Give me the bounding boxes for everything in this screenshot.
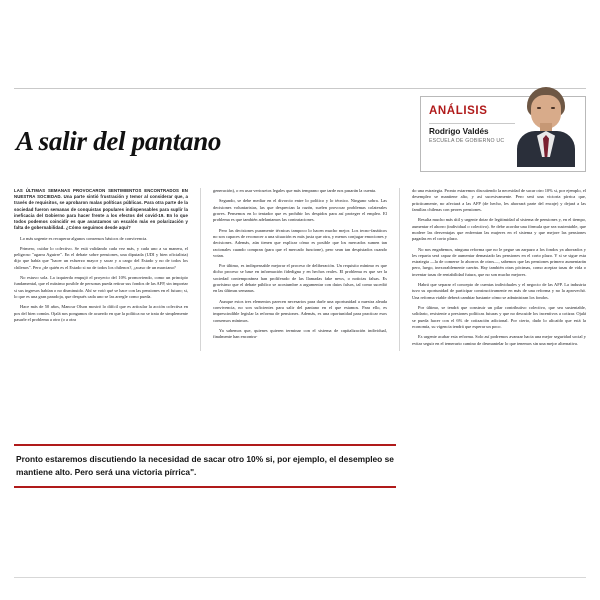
article-columns xyxy=(14,188,586,351)
column-3 xyxy=(412,188,586,351)
analysis-divider xyxy=(429,123,515,124)
paragraph: generación), o en usar vericuetos legales que más temprano que tarde nos pasarán la cuenta. xyxy=(213,188,377,193)
paragraph: No estuvo sola. La izquierda empujó el proyecto del 10% promoviendo, como un principio fundamental, que el máximo posible de personas pueda retirar sus fondos de las AFP, sin importar si sus ingresos habían o no disminuido. Ahí se votó qué se hace con las pensiones en el futuro; si, lo que es una gran paradoja, que después cada uno se las arregle como pueda. xyxy=(14,275,188,300)
pull-quote: Pronto estaremos discutiendo la necesidad de sacar otro 10% si, por ejemplo, el desempleo se mantiene alto. Pero será una victoria pírrica". xyxy=(14,444,396,488)
top-divider xyxy=(14,88,586,89)
portrait-eye-right xyxy=(551,107,555,109)
paragraph: Primero, cuidar lo colectivo. Se está validando cada vez más, y cada uno a su manera, el peligroso "agarra Aguirre". En el debate sobre pensiones, una diputada (UDI y bien oficialista) dijo que había que "hacer un esfuerzo mayor y sacar y a cargo del Estado y no de todos los chilenos". Pero ¿de quién es el Estado si no de todos los chilenos?, ¿acaso de un marciano? xyxy=(14,245,188,270)
paragraph: Lo más urgente es recuperar algunos consensos básicos de convivencia. xyxy=(20,235,148,241)
column-divider xyxy=(399,188,400,351)
author-affiliation: ESCUELA DE GOBIERNO UC xyxy=(429,138,505,144)
column-2 xyxy=(213,188,387,351)
column-1 xyxy=(14,188,188,351)
paragraph: Hace más de 50 años, Mancur Olson mostró lo difícil que es articular la acción colectiva en pos del bien común. Ojalá nos pongamos de acuerdo en que la política no se trata de simplemente pasarle el problema a otro (o a otra xyxy=(14,304,188,322)
page-title: A salir del pantano xyxy=(16,126,222,157)
column-divider xyxy=(200,188,201,351)
paragraph: No nos engañemos, ninguna reforma que no le pegue un zarpazo a los fondos ya ahorrados y les reparta será capaz de aumentar demasiado las pensiones en el corto plazo. Y si se sigue esta estrategia —la de comerse lo ahorros de otros—, sabemos que las pensiones primero aumentarán pero, luego, inexorablemente caerán. Hay también otras pócimas, como aceptar tasas de vida o inventar tasas de rentabilidad futura, que no son mucho mejores. xyxy=(412,246,586,277)
paragraph: do una estrategia. Pronto estaremos discutiendo la necesidad de sacar otro 10% si, por ejemplo, el desempleo se mantiene alto, y así sucesivamente. Pero será una victoria pírrica que, prácticamente, no afectará a las AFP (de hecho, les ahorrará parte del encaje) y dejará a las familias chilenas con peores pensiones. xyxy=(412,188,586,212)
paragraph: Aunque estos tres elementos parecen necesarios para darle una oportunidad a nuestra aleada convivencia, no son suficientes para salir del pantano en el que estamos. Para ello, es imprescindible legislar la reforma de pensiones. Además, es una oportunidad para practicar esos consensos mínimos. xyxy=(213,298,387,323)
paragraph: Habrá que separar el concepto de cuentas individuales y el negocio de las AFP. La industria tuvo su oportunidad de participar constructivamente en más de una reforma y no la aprovechó. Una reforma viable deberá cambiar bastante cómo se administran los fondos. xyxy=(412,282,586,300)
paragraph: Pero las decisiones puramente técnicas tampoco lo hacen mucho mejor. Los tecno-fanáticos no son capaces de reconocer a una situación es más justa que otra, y menos conjugar emociones y decisiones. Además, aún tienen que explicar cómo es posible que los mercados sumen tan racionales cuando compran (para que el mercado funcione), pero sean tan despistados cuando votan. xyxy=(213,227,387,258)
paragraph: Por último, se tendrá que construir un pilar contributivo colectivo, que sea sustentable, solidario, resistente a presiones políticas futuras y que no descuide los incentivos a cotizar. Ojalá se pueda hacer con el 6% de cotización adicional. Por cierto, dado lo alicaído que está la economía, su vigencia tendrá que esperar un poco. xyxy=(412,305,586,329)
portrait-eye-left xyxy=(537,107,541,109)
lede-paragraph: LAS ÚLTIMAS SEMANAS PROVOCARON SENTIMIENTOS ENCONTRADOS EN NUESTRA SOCIEDAD. Una parte sintió frustración y temor al considerar que, a través de requisitos, se aprobaron malas políticas públicas. Para otra parte de la sociedad fueron semanas de conquistas populares indispensables para suplir la ineficacia del Gobierno para hacer frente a los efectos del covid-19. En lo que todos podemos coincidir es que avanzamos un escalón más en polarización y falta de gobernabilidad. ¿Cómo seguimos desde aquí? xyxy=(14,188,188,231)
paragraph: Por último, es indispensable mejorar el proceso de deliberación. Un requisito mínimo es que dicho proceso se base en información fidedigna y en hechos reales. El problema es que ser la sociedad contemporánea han proliferado de las llamadas fake news, o noticias falsas. Es gravísimo que el debate público se acostumbre a argumentar con datos falsos, tal como sucedió en las últimas semanas. xyxy=(213,263,387,294)
paragraph: Es urgente acabar esta reforma. Solo así podremos avanzar hacia una mejor seguridad social y evitar seguir en el temerario camino de desmantelar lo que tenemos sin una mejor alternativa. xyxy=(412,334,586,346)
analysis-byline-box xyxy=(420,96,586,172)
analysis-label: ANÁLISIS xyxy=(429,105,488,117)
paragraph: Ya sabemos que, quienes quieren terminar con el sistema de capitalización individual, finalmente han encontra- xyxy=(213,327,387,340)
bottom-divider xyxy=(14,577,586,578)
paragraph: Resulta mucho más útil y urgente dotar de legitimidad al sistema de pensiones y, en el tiempo, aumentar el ahorro (individual o colectivo). Se debe acordar una fórmula que sea sustentable, que modere las desventajas que enfrentan las mujeres en el sistema y que mejore las pensiones pagadas en el corto plazo. xyxy=(412,217,586,242)
paragraph: Segundo, se debe mediar en el divorcio entre lo político y lo técnico. Ninguno sobra. Las decisiones voluntaristas, las que desprecian la razón, suelen provocar problemas colaterales graves. Pensemos en lo tentador que es prohibir los despidos para así proteger el empleo. El problema es que también adelantamos las contrataciones. xyxy=(213,198,387,223)
author-portrait xyxy=(513,79,579,167)
author-name: Rodrigo Valdés xyxy=(429,127,489,136)
